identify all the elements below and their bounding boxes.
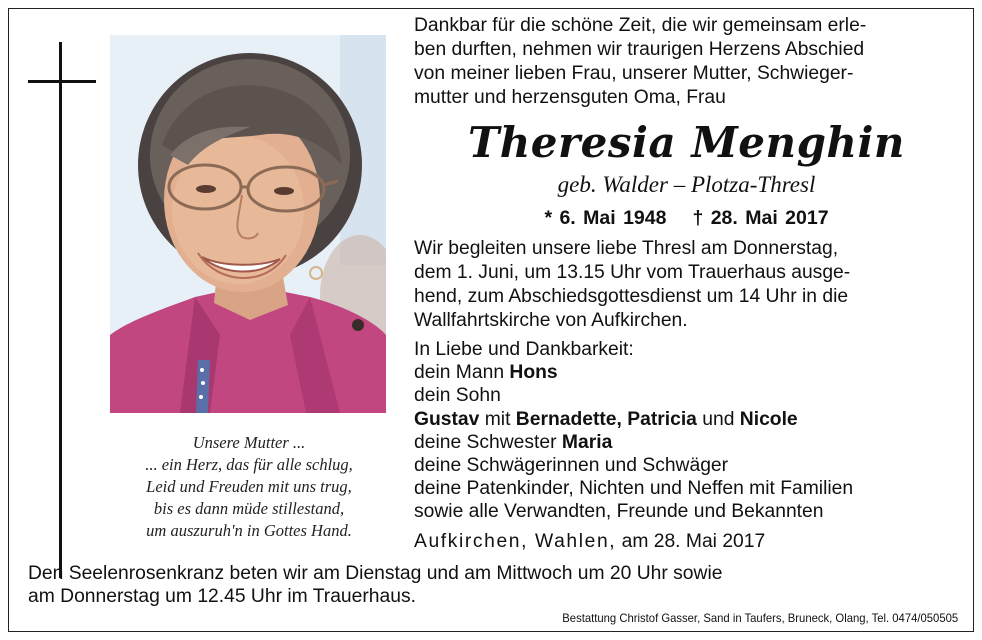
- mourner-sister: [414, 431, 959, 454]
- intro-text: [414, 14, 959, 110]
- mourner-son-family: [414, 408, 959, 431]
- son-name: Gustav: [414, 408, 480, 430]
- announcement-line: Wir begleiten unsere liebe Thresl am Donnerstag,: [414, 238, 839, 259]
- birth-date: * 6. Mai 1948: [544, 207, 667, 229]
- mourner-in-laws: deine Schwägerinnen und Schwäger: [414, 455, 729, 477]
- and-word: und: [702, 408, 735, 430]
- poem-line: bis es dann müde stillestand,: [153, 499, 345, 518]
- deceased-name: Theresia Menghin: [468, 118, 905, 167]
- announcement-line: hend, zum Abschiedsgottesdienst um 14 Uhr in die: [414, 286, 849, 307]
- announcement-line: Wallfahrtskirche von Aufkirchen.: [414, 310, 688, 331]
- notice-date: am 28. Mai 2017: [621, 531, 766, 552]
- mourner-godchildren: deine Patenkinder, Nichten und Neffen mit Familien: [414, 478, 854, 500]
- poem-line: Unsere Mutter ...: [192, 433, 306, 452]
- intro-line: mutter und herzensguten Oma, Frau: [414, 87, 726, 108]
- cross-horizontal-bar: [28, 80, 96, 83]
- rosary-notice: [28, 562, 968, 608]
- memorial-poem: [106, 432, 392, 542]
- birth-name: geb. Walder – Plotza-Thresl: [557, 172, 816, 197]
- intro-line: Dankbar für die schöne Zeit, die wir gemeinsam erle-: [414, 15, 867, 36]
- portrait-illustration: [110, 35, 386, 413]
- with-word: mit: [484, 408, 511, 430]
- intro-line: von meiner lieben Frau, unserer Mutter, Schwieger-: [414, 63, 854, 84]
- life-dates: [414, 205, 959, 231]
- announcement-line: dem 1. Juni, um 13.15 Uhr vom Trauerhaus ausge-: [414, 262, 851, 283]
- poem-line: Leid und Freuden mit uns trug,: [146, 477, 352, 496]
- poem-line: ... ein Herz, das für alle schlug,: [145, 455, 353, 474]
- mourner-relatives: sowie alle Verwandten, Freunde und Bekannten: [414, 501, 824, 523]
- mourner-husband: [414, 361, 959, 384]
- poem-line: um auszuruh'n in Gottes Hand.: [146, 521, 352, 540]
- mourners-list: [414, 338, 959, 524]
- place-and-date: [414, 530, 765, 554]
- husband-name: Hons: [509, 362, 558, 384]
- mourner-son-label: dein Sohn: [414, 385, 501, 407]
- son-family-names: Bernadette, Patricia: [515, 408, 697, 430]
- funeral-announcement: [414, 237, 959, 333]
- sister-label: deine Schwester: [414, 431, 557, 453]
- death-date: † 28. Mai 2017: [692, 207, 829, 229]
- sister-name: Maria: [561, 431, 613, 453]
- portrait-photo: [110, 35, 386, 413]
- rosary-line: am Donnerstag um 12.45 Uhr im Trauerhaus.: [28, 586, 416, 607]
- grandchild-name: Nicole: [739, 408, 798, 430]
- undertaker-credit: Bestattung Christof Gasser, Sand in Taufers, Bruneck, Olang, Tel. 0474/050505: [562, 611, 958, 625]
- mourners-heading: In Liebe und Dankbarkeit:: [414, 339, 634, 360]
- place-name: Aufkirchen, Wahlen,: [414, 531, 617, 552]
- husband-label: dein Mann: [414, 362, 505, 384]
- cross-vertical-bar: [59, 42, 62, 578]
- intro-line: ben durften, nehmen wir traurigen Herzens Abschied: [414, 39, 865, 60]
- rosary-line: Den Seelenrosenkranz beten wir am Dienstag und am Mittwoch um 20 Uhr sowie: [28, 563, 723, 584]
